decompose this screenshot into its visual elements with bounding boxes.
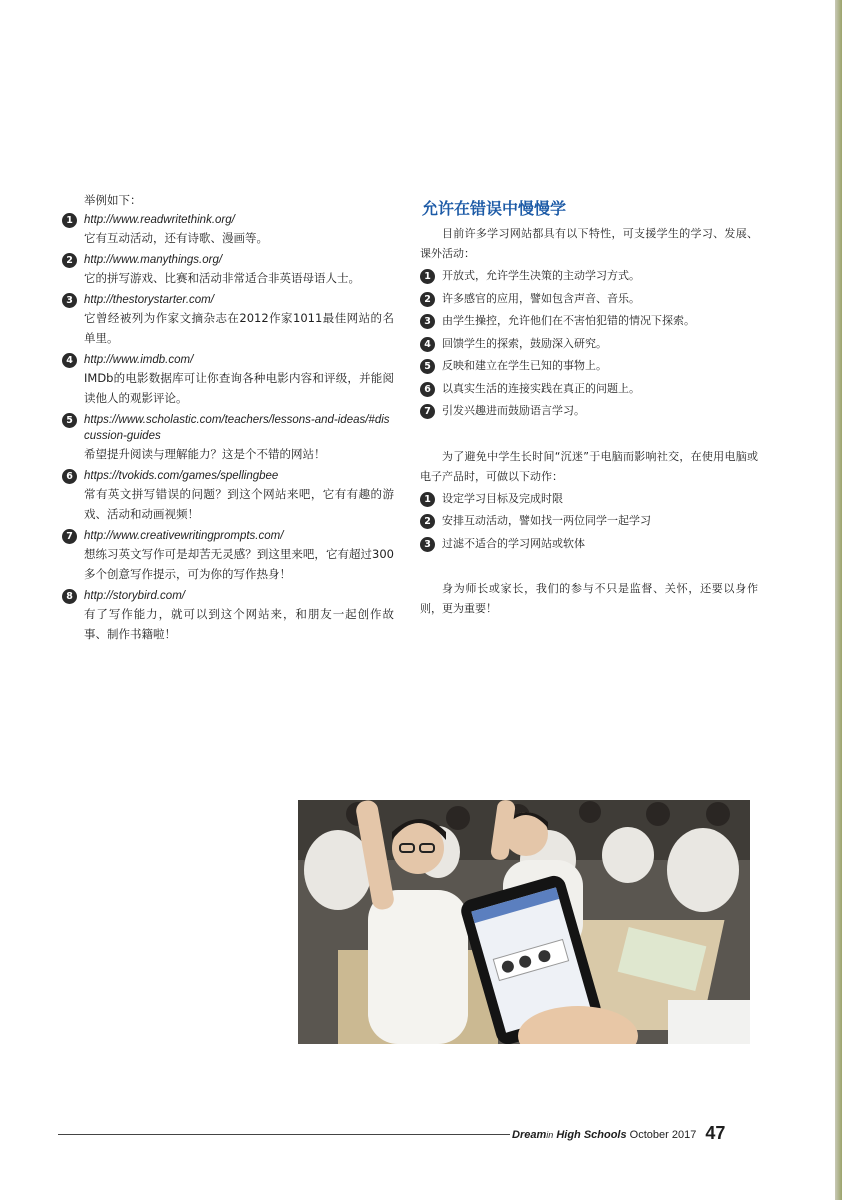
site-description: 有了写作能力，就可以到这个网站来，和朋友一起创作故事、制作书籍啦！ — [84, 607, 394, 641]
action-text: 设定学习目标及完成时限 — [442, 491, 563, 505]
site-description: 它曾经被列为作家文摘杂志在2012作家1011最佳网站的名单里。 — [84, 311, 394, 345]
number-badge-icon: 8 — [62, 589, 77, 604]
number-badge-icon: 3 — [420, 537, 435, 552]
feature-text: 引发兴趣进而鼓励语言学习。 — [442, 404, 585, 417]
intro-paragraph: 目前许多学习网站都具有以下特性，可支援学生的学习、发展、课外活动： — [420, 227, 758, 260]
number-badge-icon: 5 — [62, 413, 77, 428]
number-badge-icon: 6 — [420, 382, 435, 397]
number-badge-icon: 1 — [420, 269, 435, 284]
usage-paragraph: 为了避免中学生长时间“沉迷”于电脑而影响社交，在使用电脑或电子产品时，可做以下动作： — [420, 449, 758, 483]
feature-text: 回馈学生的探索，鼓励深入研究。 — [442, 336, 607, 350]
feature-item — [420, 401, 758, 424]
site-description: IMDb的电影数据库可让你查询各种电影内容和评级，并能阅读他人的观影评论。 — [84, 371, 394, 405]
site-url[interactable]: https://www.scholastic.com/teachers/lessons-and-ideas/#discussion-guides — [84, 414, 390, 442]
site-description: 想练习英文写作可是却苦无灵感？到这里来吧，它有超过300多个创意写作提示，可为你的写作热身！ — [84, 547, 394, 581]
site-url[interactable]: http://storybird.com/ — [84, 590, 185, 602]
site-url[interactable]: https://tvokids.com/games/spellingbee — [84, 470, 279, 482]
site-description: 它的拼写游戏、比赛和活动非常适合非英语母语人士。 — [84, 271, 360, 285]
classroom-photo — [298, 800, 750, 1044]
number-badge-icon: 2 — [62, 253, 77, 268]
page-footer — [512, 1122, 762, 1144]
closing-paragraph: 身为师长或家长，我们的参与不只是监督、关怀，还要以身作则，更为重要！ — [420, 582, 758, 615]
number-badge-icon: 1 — [420, 492, 435, 507]
section-title: 允许在错误中慢慢学 — [422, 199, 567, 218]
number-badge-icon: 5 — [420, 359, 435, 374]
page-number: 47 — [705, 1123, 726, 1143]
classroom-photo-illustration — [298, 800, 750, 1044]
magazine-brand: Dreamin High Schools — [512, 1129, 627, 1141]
site-url[interactable]: http://www.readwritethink.org/ — [84, 214, 235, 226]
footer-rule — [58, 1134, 510, 1135]
site-description: 常有英文拼写错误的问题？到这个网站来吧，它有有趣的游戏、活动和动画视频！ — [84, 487, 394, 521]
feature-list — [420, 266, 758, 424]
number-badge-icon: 3 — [62, 293, 77, 308]
feature-item — [420, 311, 758, 334]
feature-text: 反映和建立在学生已知的事物上。 — [442, 359, 607, 372]
feature-item — [420, 289, 758, 312]
action-item — [420, 511, 758, 534]
action-text: 安排互动活动，譬如找一两位同学一起学习 — [442, 514, 651, 527]
action-item — [420, 489, 758, 512]
action-item — [420, 534, 758, 557]
number-badge-icon: 2 — [420, 292, 435, 307]
number-badge-icon: 4 — [420, 337, 435, 352]
article-column — [420, 198, 758, 619]
number-badge-icon: 7 — [420, 404, 435, 419]
number-badge-icon: 3 — [420, 314, 435, 329]
number-badge-icon: 2 — [420, 514, 435, 529]
site-description: 它有互动活动，还有诗歌、漫画等。 — [84, 231, 268, 245]
number-badge-icon: 6 — [62, 469, 77, 484]
feature-text: 开放式，允许学生决策的主动学习方式。 — [442, 269, 640, 282]
spacer — [420, 556, 758, 579]
action-list — [420, 489, 758, 557]
site-item — [62, 528, 394, 584]
spacer — [420, 424, 758, 447]
page-edge — [835, 0, 842, 1200]
action-text: 过滤不适合的学习网站或软体 — [442, 536, 585, 550]
feature-text: 以真实生活的连接实践在真正的问题上。 — [442, 381, 640, 395]
number-badge-icon: 7 — [62, 529, 77, 544]
site-url[interactable]: http://www.creativewritingprompts.com/ — [84, 530, 284, 542]
site-item — [62, 352, 394, 408]
intro-text: 举例如下： — [84, 193, 142, 207]
number-badge-icon: 1 — [62, 213, 77, 228]
site-item — [62, 212, 394, 248]
site-item — [62, 292, 394, 348]
site-url[interactable]: http://thestorystarter.com/ — [84, 294, 214, 306]
site-item — [62, 468, 394, 524]
number-badge-icon: 4 — [62, 353, 77, 368]
site-url[interactable]: http://www.manythings.org/ — [84, 254, 223, 266]
site-item — [62, 412, 394, 464]
feature-item — [420, 266, 758, 289]
feature-text: 许多感官的应用，譬如包含声音、音乐。 — [442, 291, 640, 305]
issue-date: October 2017 — [629, 1129, 697, 1141]
feature-item — [420, 334, 758, 357]
feature-text: 由学生操控，允许他们在不害怕犯错的情况下探索。 — [442, 314, 695, 327]
site-description: 希望提升阅读与理解能力？这是个不错的网站！ — [84, 447, 326, 461]
feature-item — [420, 356, 758, 379]
site-url[interactable]: http://www.imdb.com/ — [84, 354, 194, 366]
website-list-column — [62, 192, 394, 648]
site-item — [62, 588, 394, 644]
feature-item — [420, 379, 758, 402]
site-item — [62, 252, 394, 288]
